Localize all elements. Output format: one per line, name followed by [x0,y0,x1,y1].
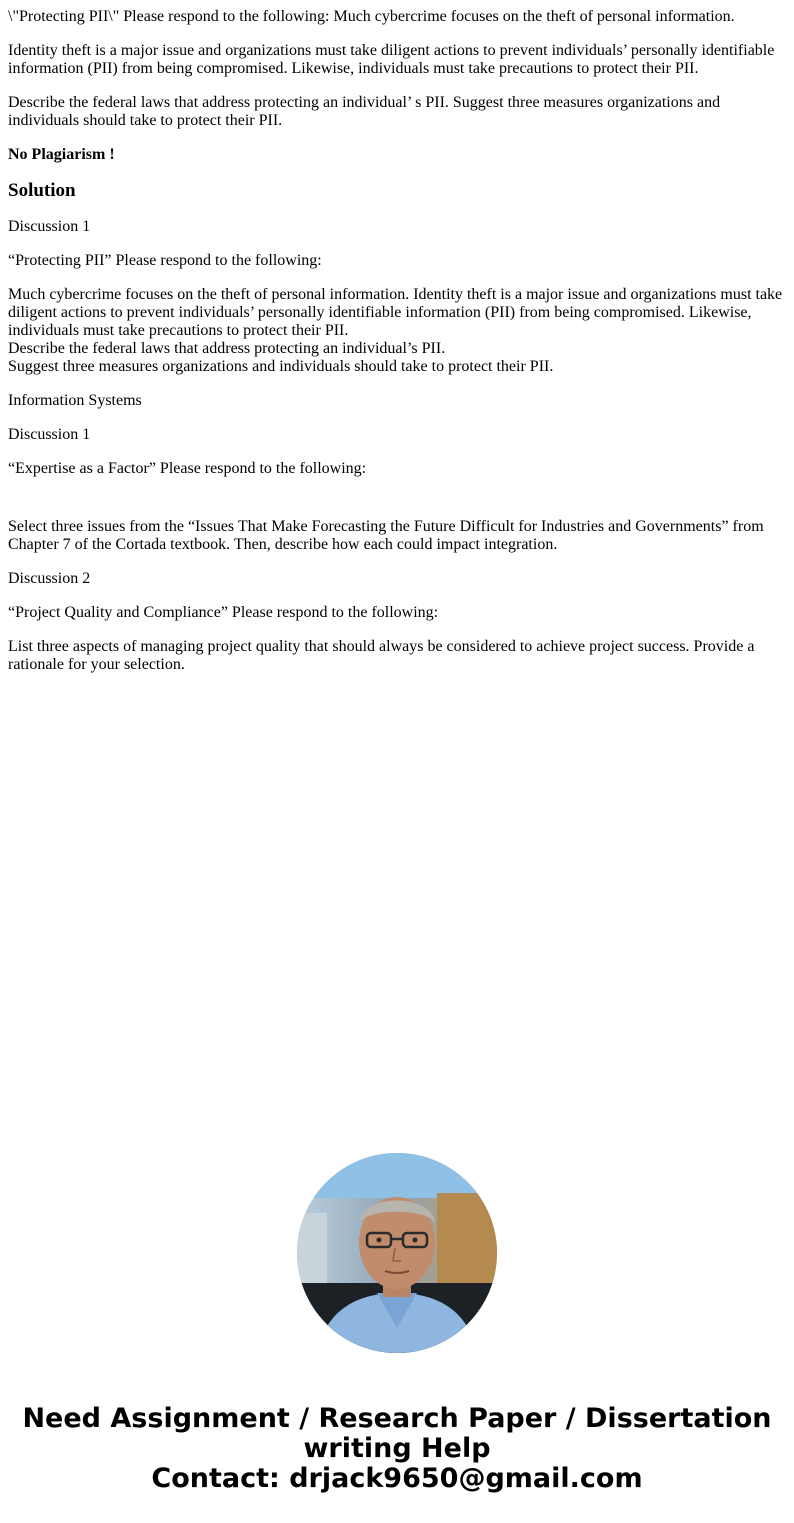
promo-line: Need Assignment / Research Paper / Dissertation [22,1403,772,1434]
discussion-body: List three aspects of managing project quality that should always be considered to achieve project success. Provide a rationale for your selection. [8,638,755,673]
question-paragraph: Identity theft is a major issue and organizations must take diligent actions to prevent individuals’ personally identifiable information (PII) from being compromised. Likewise, individuals must take precautions to protect their PII. [8,42,775,77]
promo-contact: Contact: drjack9650@gmail.com [151,1463,643,1494]
author-photo-illustration [297,1153,497,1353]
discussion-body: Select three issues from the “Issues That Make Forecasting the Future Difficult for Industries and Governments” from Chapter 7 of the Cortada textbook. Then, describe how each could impact integration. [8,518,764,553]
discussion-prompt: “Expertise as a Factor” Please respond to the following: [8,460,367,477]
promo-banner [0,1404,794,1494]
question-intro: \"Protecting PII\" Please respond to the following: Much cybercrime focuses on the theft of personal information. [8,8,735,25]
section-title: Information Systems [8,392,142,409]
question-task: Describe the federal laws that address protecting an individual’ s PII. Suggest three measures organizations and individuals should take to protect their PII. [8,94,721,129]
discussion-body-line: Describe the federal laws that address protecting an individual’s PII. [8,340,446,357]
promo-line: writing Help [303,1433,491,1464]
discussion-prompt: “Project Quality and Compliance” Please respond to the following: [8,604,439,621]
blank-spacer [8,494,786,510]
plagiarism-warning: No Plagiarism ! [8,146,115,163]
document-body [8,0,786,690]
discussion-label: Discussion 1 [8,218,91,235]
discussion-body [8,286,786,376]
author-photo [297,1153,497,1353]
discussion-prompt: “Protecting PII” Please respond to the following: [8,252,322,269]
discussion-body-line: Suggest three measures organizations and individuals should take to protect their PII. [8,358,554,375]
discussion-body-line: Much cybercrime focuses on the theft of personal information. Identity theft is a major issue and organizations must take diligent actions to prevent individuals’ personally identifiable information (PII) from being compromised. Likewise, individuals must take precautions to protect their PII. [8,286,783,339]
solution-heading: Solution [8,180,76,201]
discussion-label: Discussion 2 [8,570,91,587]
discussion-label: Discussion 1 [8,426,91,443]
